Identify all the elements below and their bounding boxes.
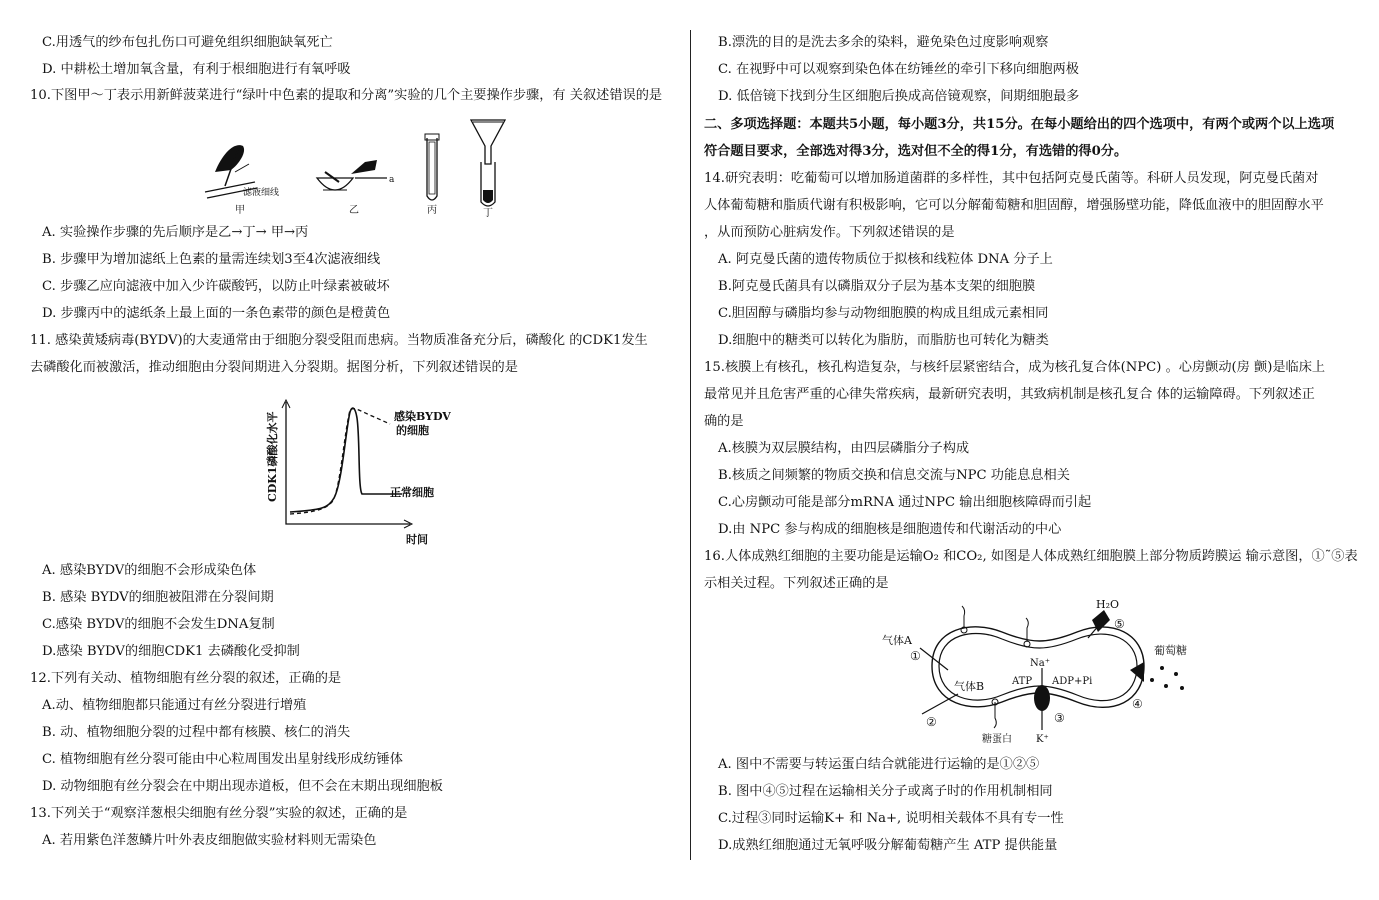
q14-option-c: C.胆固醇与磷脂均参与动物细胞膜的构成且组成元素相同 [718, 306, 1049, 321]
q10-option-b: B. 步骤甲为增加滤纸上色素的量需连续划3至4次滤液细线 [42, 252, 381, 267]
q14-option-d: D.细胞中的糖类可以转化为脂肪，而脂肪也可转化为糖类 [718, 333, 1049, 348]
fig11-infected-label: 感染BYDV [394, 410, 451, 423]
fig10-label-line: 滤液细线 [243, 188, 280, 198]
q15-option-b: B.核质之间频繁的物质交换和信息交流与NPC 功能息息相关 [718, 468, 1070, 483]
q16-stem-2: 示相关过程。下列叙述正确的是 [704, 576, 889, 591]
q13-option-b: B.漂洗的目的是洗去多余的染料，避免染色过度影响观察 [718, 35, 1049, 50]
q14-option-b: B.阿克曼氏菌具有以磷脂双分子层为基本支架的细胞膜 [718, 279, 1036, 294]
fig16-k: K⁺ [1036, 734, 1049, 745]
fig10-label-bing: 丙 [427, 205, 437, 216]
fig16-na: Na⁺ [1030, 658, 1050, 669]
q14-stem-2: 人体葡萄糖和脂质代谢有积极影响，它可以分解葡萄糖和胆固醇，增强肠壁功能，降低血液中的胆固醇水平 [704, 198, 1324, 213]
q12-option-c: C. 植物细胞有丝分裂可能由中心粒周围发出星射线形成纺锤体 [42, 752, 403, 767]
q12-option-d: D. 动物细胞有丝分裂会在中期出现赤道板，但不会在末期出现细胞板 [42, 779, 443, 794]
fig16-gas-a: 气体A [882, 634, 912, 647]
fig16-num4: ④ [1132, 697, 1143, 711]
q14-option-a: A. 阿克曼氏菌的遗传物质位于拟核和线粒体 DNA 分子上 [718, 252, 1053, 267]
fig10-label-yi: 乙 [349, 205, 359, 216]
q11-stem-1: 11. 感染黄矮病毒(BYDV)的大麦通常由于细胞分裂受阻而患病。当物质准备充分后，磷酸化 的CDK1发生 [30, 333, 648, 348]
q16-option-b: B. 图中④⑤过程在运输相关分子或离子时的作用机制相同 [718, 784, 1053, 799]
fig16-gas-b: 气体B [954, 680, 985, 693]
fig16-num1: ① [910, 649, 921, 663]
q13-stem: 13.下列关于“观察洋葱根尖细胞有丝分裂”实验的叙述，正确的是 [30, 806, 408, 821]
q16-option-a: A. 图中不需要与转运蛋白结合就能进行运输的是①②⑤ [718, 757, 1040, 772]
q14-stem-3: ，从而预防心脏病发作。下列叙述错误的是 [704, 225, 955, 240]
fig16-adp: ADP+Pi [1052, 676, 1093, 687]
q10-option-c: C. 步骤乙应向滤液中加入少许碳酸钙，以防止叶绿素被破坏 [42, 279, 390, 294]
q16-option-d: D.成熟红细胞通过无氧呼吸分解葡萄糖产生 ATP 提供能量 [718, 838, 1058, 853]
q12-option-a: A.动、植物细胞都只能通过有丝分裂进行增殖 [42, 698, 307, 713]
fig16-atp: ATP [1012, 676, 1033, 687]
q11-option-d: D.感染 BYDV的细胞CDK1 去磷酸化受抑制 [42, 644, 300, 659]
fig11-xlabel: 时间 [406, 533, 428, 546]
q14-stem-1: 14.研究表明：吃葡萄可以增加肠道菌群的多样性，其中包括阿克曼氏菌等。科研人员发现，阿克曼氏菌对 [704, 171, 1319, 186]
q15-option-d: D.由 NPC 参与构成的细胞核是细胞遗传和代谢活动的中心 [718, 522, 1062, 537]
fig10-label-ding: 丁 [483, 208, 493, 219]
fig16-num3: ③ [1054, 711, 1065, 725]
q13-option-d: D. 低倍镜下找到分生区细胞后换成高倍镜观察，间期细胞最多 [718, 89, 1080, 104]
q9-option-c: C.用透气的纱布包扎伤口可避免组织细胞缺氧死亡 [42, 35, 333, 50]
q12-stem: 12.下列有关动、植物细胞有丝分裂的叙述，正确的是 [30, 671, 342, 686]
q9-option-d: D. 中耕松土增加氧含量，有利于根细胞进行有氧呼吸 [42, 62, 351, 77]
section-2-heading-1: 二、多项选择题：本题共5小题，每小题3分，共15分。在每小题给出的四个选项中，有两个或两个以上选项 [704, 117, 1335, 132]
q15-stem-1: 15.核膜上有核孔，核孔构造复杂，与核纤层紧密结合，成为核孔复合体(NPC) 。心房颤动(房 颤)是临床上 [704, 360, 1326, 375]
q15-option-c: C.心房颤动可能是部分mRNA 通过NPC 输出细胞核障碍而引起 [718, 495, 1092, 510]
fig16-glycoprotein: 糖蛋白 [982, 734, 1012, 745]
fig16-glucose: 葡萄糖 [1154, 644, 1187, 657]
q10-stem: 10.下图甲～丁表示用新鲜菠菜进行“绿叶中色素的提取和分离”实验的几个主要操作步骤，有 关叙述错误的是 [30, 88, 663, 103]
fig11-infected-label-2: 的细胞 [396, 424, 429, 437]
q10-figure [195, 112, 515, 220]
q13-option-c: C. 在视野中可以观察到染色体在纺锤丝的牵引下移向细胞两极 [718, 62, 1079, 77]
q11-option-c: C.感染 BYDV的细胞不会发生DNA复制 [42, 617, 275, 632]
q11-option-b: B. 感染 BYDV的细胞被阻滞在分裂间期 [42, 590, 274, 605]
fig10-label-jia: 甲 [235, 205, 245, 216]
q15-option-a: A.核膜为双层膜结构，由四层磷脂分子构成 [718, 441, 970, 456]
fig16-num5: ⑤ [1114, 617, 1125, 631]
fig16-num2: ② [926, 715, 937, 729]
q16-stem-1: 16.人体成熟红细胞的主要功能是运输O₂ 和CO₂, 如图是人体成熟红细胞膜上部分物质跨膜运 输示意图，①˜⑤表 [704, 549, 1358, 564]
q11-stem-2: 去磷酸化而被激活，推动细胞由分裂间期进入分裂期。据图分析，下列叙述错误的是 [30, 360, 518, 375]
fig10-label-a: a [389, 175, 395, 185]
q12-option-b: B. 动、植物细胞分裂的过程中都有核膜、核仁的消失 [42, 725, 351, 740]
fig11-ylabel: CDK1磷酸化水平 [266, 411, 279, 502]
fig11-normal-label: 正常细胞 [390, 486, 434, 499]
q15-stem-2: 最常见并且危害严重的心律失常疾病，最新研究表明，其致病机制是核孔复合 体的运输障碍。下列叙述正 [704, 387, 1315, 402]
section-2-heading-2: 符合题目要求，全部选对得3分，选对但不全的得1分，有选错的得0分。 [704, 144, 1128, 159]
q11-figure [262, 398, 482, 548]
q13-option-a: A. 若用紫色洋葱鳞片叶外表皮细胞做实验材料则无需染色 [42, 833, 377, 848]
q10-option-d: D. 步骤丙中的滤纸条上最上面的一条色素带的颜色是橙黄色 [42, 306, 391, 321]
q11-option-a: A. 感染BYDV的细胞不会形成染色体 [42, 563, 257, 578]
q15-stem-3: 确的是 [704, 414, 744, 429]
q10-option-a: A. 实验操作步骤的先后顺序是乙→丁→ 甲→丙 [42, 225, 309, 240]
column-divider [690, 30, 691, 860]
q16-option-c: C.过程③同时运输K+ 和 Na+, 说明相关载体不具有专一性 [718, 811, 1064, 826]
fig16-h2o: H₂O [1096, 598, 1120, 611]
q16-figure [882, 598, 1222, 748]
